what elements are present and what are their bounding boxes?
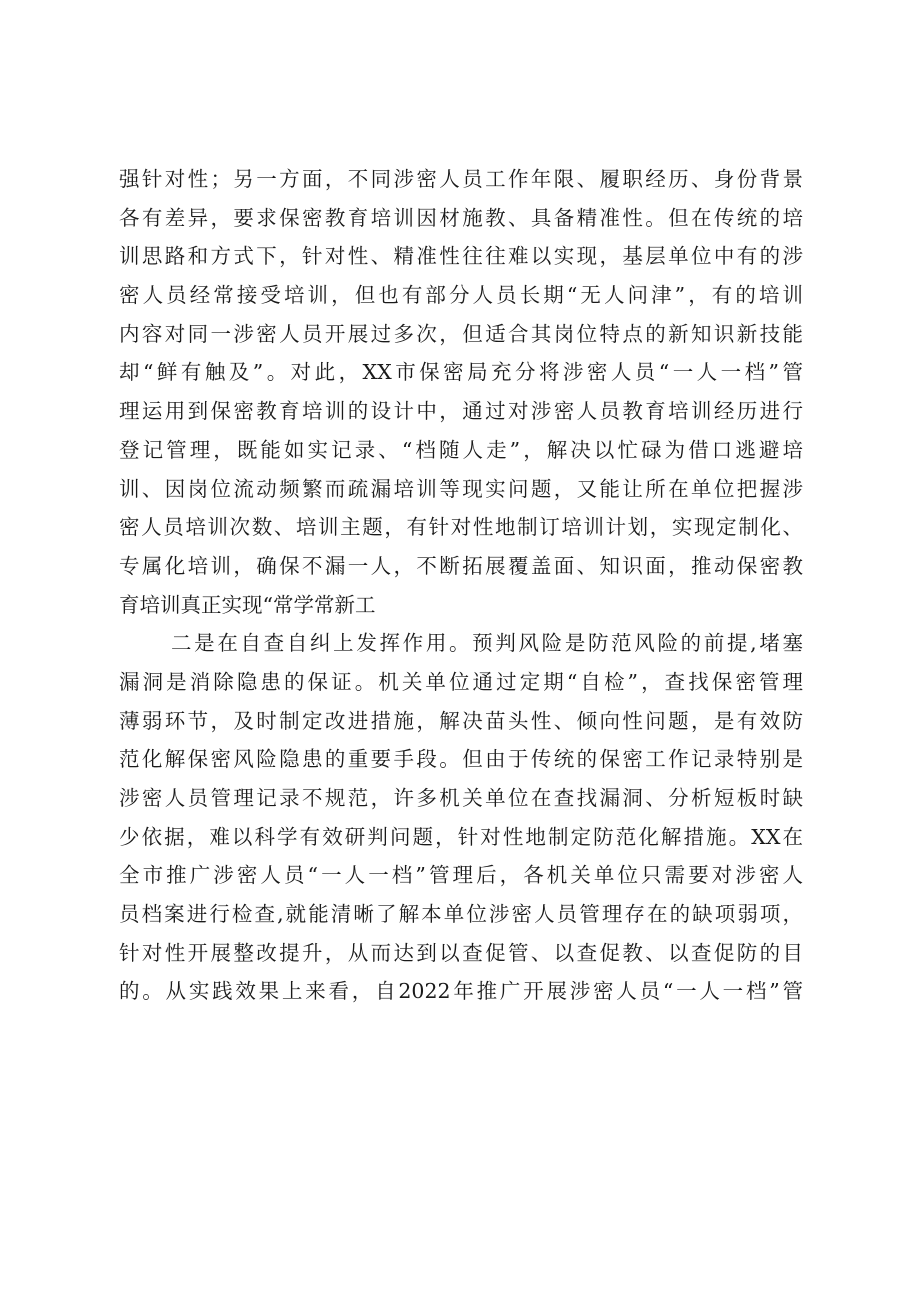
text-line: 范化解保密风险隐患的重要手段。但由于传统的保密工作记录特别是: [119, 747, 803, 772]
text-line: 内容对同一涉密人员开展过多次，但适合其岗位特点的新知识新技能: [119, 321, 803, 346]
text-line: 漏洞是消除隐患的保证。机关单位通过定期“自检”，查找保密管理: [119, 669, 803, 694]
text-line: 密人员经常接受培训，但也有部分人员长期“无人问津”，有的培训: [119, 283, 803, 308]
text-line: 针对性开展整改提升，从而达到以查促管、以查促教、以查促防的目: [119, 940, 803, 965]
text-line: 理运用到保密教育培训的设计中，通过对涉密人员教育培训经历进行: [119, 399, 803, 424]
text-line: 登记管理，既能如实记录、“档随人走”，解决以忙碌为借口逃避培: [119, 437, 803, 462]
text-line: 密人员培训次数、培训主题，有针对性地制订培训计划，实现定制化、: [119, 515, 803, 540]
text-line: 的。从实践效果上来看，自2022年推广开展涉密人员“一人一档”管: [119, 979, 803, 1004]
text-line: 少依据，难以科学有效研判问题，针对性地制定防范化解措施。XX在: [119, 824, 803, 849]
text-line: 涉密人员管理记录不规范，许多机关单位在查找漏洞、分析短板时缺: [119, 786, 803, 810]
text-line: 二是在自查自纠上发挥作用。预判风险是防范风险的前提,堵塞: [171, 631, 803, 656]
paragraph-2: [119, 624, 803, 1011]
text-line: 薄弱环节，及时制定改进措施，解决苗头性、倾向性问题，是有效防: [119, 708, 803, 733]
text-line: 全市推广涉密人员“一人一档”管理后，各机关单位只需要对涉密人: [119, 863, 803, 888]
paragraph-1: [119, 160, 803, 624]
text-line: 训、因岗位流动频繁而疏漏培训等现实问题，又能让所在单位把握涉: [119, 476, 803, 501]
text-line: 却“鲜有触及”。对此，XX市保密局充分将涉密人员“一人一档”管: [119, 360, 803, 385]
text-line: 各有差异，要求保密教育培训因材施教、具备精准性。但在传统的培: [119, 205, 803, 230]
text-line: 强针对性；另一方面，不同涉密人员工作年限、履职经历、身份背景: [119, 167, 803, 191]
text-line: 训思路和方式下，针对性、精准性往往难以实现，基层单位中有的涉: [119, 244, 803, 269]
body-text: [119, 160, 803, 1011]
text-line: 育培训真正实现“常学常新工: [119, 592, 376, 617]
text-line: 专属化培训，确保不漏一人，不断拓展覆盖面、知识面，推动保密教: [119, 553, 803, 578]
text-line: 员档案进行检查,就能清晰了解本单位涉密人员管理存在的缺项弱项，: [119, 902, 803, 927]
